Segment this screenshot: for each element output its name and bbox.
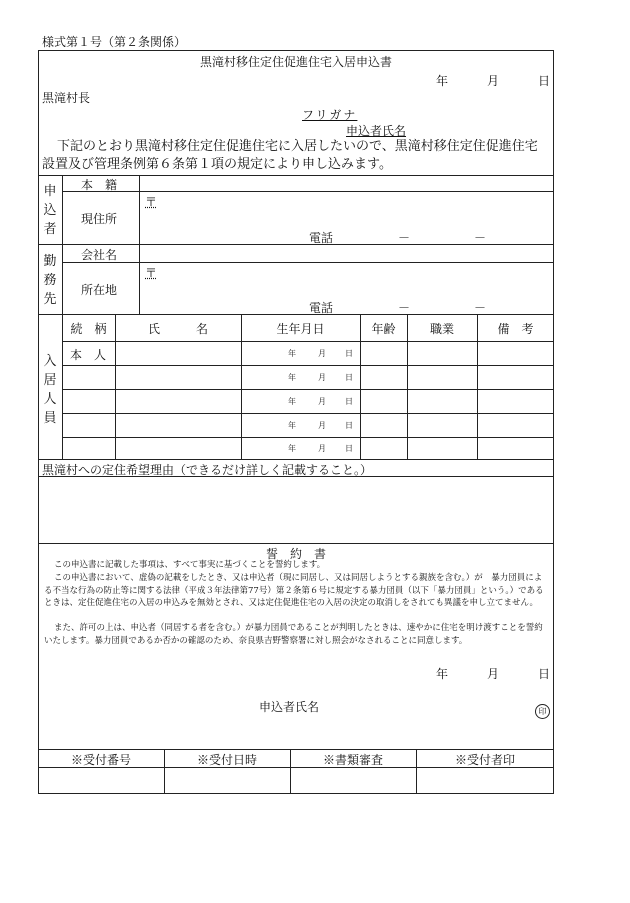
applicant-phone-label: 電話 [309,231,334,245]
dob-day: 日 [345,421,353,430]
applicant-section-label: 申込者 [43,184,57,237]
dob-month: 月 [318,444,326,453]
dob-year: 年 [288,421,296,430]
form-title: 黒滝村移住定住促進住宅入居申込書 [199,55,392,69]
seal-icon [535,699,550,719]
residents-section-label: 入居人員 [43,354,57,426]
dob-year: 年 [288,373,296,382]
dob-month: 月 [318,373,326,382]
workplace-phone-label: 電話 [309,301,334,315]
applicant-phone-dash-2: － [474,231,487,245]
addressee: 黒滝村長 [42,91,91,105]
company-name-label: 会社名 [81,248,118,262]
dob-month: 月 [318,421,326,430]
intro-text: 下記のとおり黒滝村移住定住促進住宅に入居したいので、黒滝村移住定住促進住宅設置及び管理条例第６条第１項の規定により申し込みます。 [42,139,538,172]
pledge-paragraph-1: この申込書に記載した事項は、すべて事実に基づくことを誓約します。 [54,560,326,570]
header-name: 氏 名 [147,322,208,336]
furigana-label: フリガナ [302,108,358,122]
dob-year: 年 [288,349,296,358]
pledge-title: 誓 約 書 [265,547,326,561]
date-month: 月 [487,74,500,88]
document-review-header: ※書類審査 [322,753,383,767]
reception-number-header: ※受付番号 [70,753,131,767]
header-remarks: 備 考 [497,322,534,336]
workplace-section-label: 勤務先 [43,254,57,307]
pledge-date-month: 月 [487,667,500,681]
pledge-applicant-name-label: 申込者氏名 [259,700,320,714]
workplace-phone-dash-2: － [474,301,487,315]
pledge-paragraph-2: この申込書において、虚偽の記載をしたとき、又は申込者（現に同居し、又は同居しようとする親族を含む。）が 暴力団員による不当な行為の防止等に関する法律（平成３年法律第77号）第２条第６号に規定する暴力団員（以下「暴力団員」という。）であるときは、定住促進住宅の入居の申込みを無効とされ、又は定住促進住宅の入居の決定の取消しをされても異議を申し立てません。 [44,573,544,608]
header-age: 年齢 [371,322,396,336]
dob-day: 日 [345,349,353,358]
dob-year: 年 [288,444,296,453]
applicant-phone-dash-1: － [398,231,411,245]
applicant-postal-mark: 〒 [145,195,158,209]
applicant-name-label: 申込者氏名 [346,124,407,138]
workplace-postal-mark: 〒 [145,266,158,280]
header-birthdate: 生年月日 [276,322,325,336]
domicile-label: 本 籍 [81,178,118,192]
dob-month: 月 [318,349,326,358]
dob-day: 日 [345,397,353,406]
current-address-label: 現住所 [81,212,118,226]
seal-mark: 印 [535,704,550,719]
dob-year: 年 [288,397,296,406]
reception-datetime-header: ※受付日時 [196,753,257,767]
location-label: 所在地 [81,283,118,297]
pledge-date-day: 日 [538,667,551,681]
date-day: 日 [538,74,551,88]
workplace-phone-dash-1: － [398,301,411,315]
dob-day: 日 [345,373,353,382]
form-number: 様式第１号（第２条関係） [42,35,187,49]
date-year: 年 [436,74,449,88]
receiver-seal-header: ※受付者印 [454,753,515,767]
pledge-paragraph-3: また、許可の上は、申込者（同居する者を含む。）が暴力団員であることが判明したときは、速やかに住宅を明け渡すことを誓約いたします。暴力団員であるか否かの確認のため、奈良県吉野警察署に対し照会がなされることに同意します。 [44,623,543,646]
relation-self: 本 人 [70,348,107,362]
pledge-date-year: 年 [436,667,449,681]
header-relation: 続 柄 [70,322,107,336]
dob-month: 月 [318,397,326,406]
header-occupation: 職業 [429,322,454,336]
settlement-reason-label: 黒滝村への定住希望理由（できるだけ詳しく記載すること。） [42,463,373,477]
dob-day: 日 [345,444,353,453]
